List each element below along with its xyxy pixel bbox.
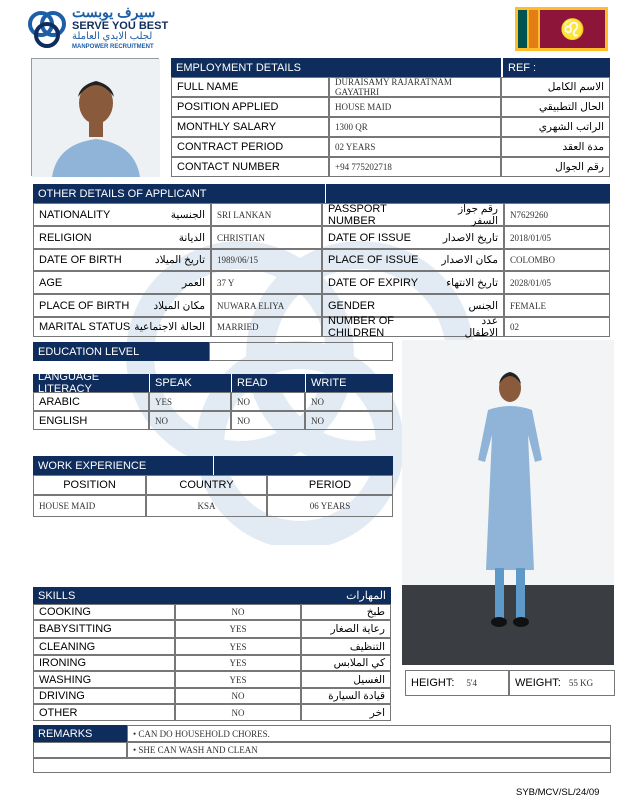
language-header-row [33, 371, 393, 395]
employment-row [171, 117, 610, 137]
portrait-figure-icon [32, 59, 160, 177]
age-label-cell [33, 271, 211, 294]
salary-label: MONTHLY SALARY [171, 117, 329, 137]
skill-value: YES [175, 638, 301, 655]
language-read: NO [231, 392, 305, 411]
skill-value: YES [175, 620, 301, 638]
weight-value: 55 KG [568, 678, 594, 688]
issue-date-value: 2018/01/05 [504, 226, 610, 249]
work-position: HOUSE MAID [33, 495, 146, 517]
work-table [33, 475, 393, 517]
dob-label-cell [33, 249, 211, 271]
language-speak: NO [149, 411, 231, 430]
skills-title: SKILLS [38, 589, 76, 602]
work-experience-title: WORK EXPERIENCE [38, 459, 147, 472]
brand-name-en: SERVE YOU BEST [72, 20, 169, 32]
skill-ar: كي الملابس [301, 655, 391, 671]
employment-details-header [171, 58, 501, 77]
skill-row [33, 620, 391, 638]
height-value: 5'4 [466, 678, 478, 688]
language-write: NO [305, 392, 393, 411]
religion-ar: الديانة [178, 231, 205, 244]
birthplace-label-cell [33, 294, 211, 317]
language-row [33, 411, 393, 430]
religion-label: RELIGION [39, 231, 92, 244]
education-header [33, 342, 209, 361]
skill-row [33, 671, 391, 688]
employment-row [171, 97, 610, 117]
nationality-label: NATIONALITY [39, 208, 111, 221]
skill-value: NO [175, 704, 301, 721]
full-body-figure-icon [402, 340, 614, 665]
logo-rings-icon [26, 8, 68, 50]
language-speak: YES [149, 392, 231, 411]
skill-value: YES [175, 655, 301, 671]
skill-row [33, 688, 391, 704]
full-name-ar: الاسم الكامل [501, 77, 610, 97]
employment-row [171, 157, 610, 177]
nationality-label-cell [33, 203, 211, 226]
gender-label-cell [322, 294, 504, 317]
skill-label: OTHER [33, 704, 175, 721]
speak-col-header: SPEAK [149, 374, 231, 392]
contract-label: CONTRACT PERIOD [171, 137, 329, 157]
dob-ar: تاريخ الميلاد [154, 254, 205, 266]
skill-label: CLEANING [33, 638, 175, 655]
dob-label: DATE OF BIRTH [39, 254, 122, 266]
work-row [33, 495, 393, 517]
work-period: 06 YEARS [267, 495, 393, 517]
footer-code: SYB/MCV/SL/24/09 [516, 787, 600, 798]
remark-line: • SHE CAN WASH AND CLEAN [127, 742, 611, 758]
education-value [209, 342, 393, 361]
skill-label: WASHING [33, 671, 175, 688]
skill-row [33, 638, 391, 655]
weight-cell [509, 670, 615, 696]
language-name: ENGLISH [33, 411, 149, 430]
skill-row [33, 655, 391, 671]
religion-label-cell [33, 226, 211, 249]
write-col-header: WRITE [305, 374, 393, 392]
country-col-header: COUNTRY [146, 475, 267, 495]
marital-label-cell [33, 317, 211, 337]
other-row [33, 271, 610, 294]
brand-sub-ar: لجلب الايدي العاملة [72, 31, 153, 42]
work-experience-header [33, 456, 393, 475]
issue-date-label-cell [322, 226, 504, 249]
other-row [33, 203, 610, 226]
birthplace-value: NUWARA ELIYA [211, 294, 322, 317]
skill-row [33, 704, 391, 721]
marital-value: MARRIED [211, 317, 322, 337]
skills-table [33, 604, 391, 721]
passport-value: N7629260 [504, 203, 610, 226]
sri-lanka-flag [515, 7, 608, 51]
skill-row [33, 604, 391, 620]
language-read: NO [231, 411, 305, 430]
skill-ar: اخر [301, 704, 391, 721]
skill-ar: طبخ [301, 604, 391, 620]
skill-value: NO [175, 604, 301, 620]
gender-label: GENDER [328, 299, 376, 312]
applicant-full-body-photo [402, 340, 614, 665]
full-name-label: FULL NAME [171, 77, 329, 97]
skill-label: BABYSITTING [33, 620, 175, 638]
other-details-header [33, 184, 610, 203]
period-col-header: PERIOD [267, 475, 393, 495]
physical-table [405, 670, 615, 696]
birthplace-label: PLACE OF BIRTH [39, 299, 130, 312]
issue-date-label: DATE OF ISSUE [328, 231, 411, 244]
contact-value: +94 775202718 [329, 157, 501, 177]
company-logo [26, 6, 216, 52]
skills-header [33, 587, 391, 604]
passport-ar: رقم جواز السفر [458, 202, 498, 227]
expiry-value: 2028/01/05 [504, 271, 610, 294]
issue-place-ar: مكان الاصدار [441, 254, 498, 266]
employment-row [171, 77, 610, 97]
applicant-portrait-photo [31, 58, 159, 176]
ref-header [503, 58, 610, 77]
language-row [33, 392, 393, 411]
children-ar: عدد الاطفال [464, 315, 498, 339]
brand-sub-en: MANPOWER RECRUITMENT [72, 44, 154, 50]
expiry-label: DATE OF EXPIRY [328, 276, 419, 289]
children-label: NUMBER OF CHILDREN [328, 315, 394, 339]
age-label: AGE [39, 276, 63, 289]
skill-label: IRONING [33, 655, 175, 671]
marital-ar: الحالة الاجتماعية [134, 321, 205, 333]
marital-label: MARITAL STATUS [39, 321, 131, 333]
contact-label: CONTACT NUMBER [171, 157, 329, 177]
other-details-title: OTHER DETAILS OF APPLICANT [38, 187, 207, 200]
religion-value: CHRISTIAN [211, 226, 322, 249]
expiry-label-cell [322, 271, 504, 294]
salary-ar: الراتب الشهري [501, 117, 610, 137]
remark-line: • CAN DO HOUSEHOLD CHORES. [127, 725, 611, 742]
skill-ar: قيادة السيارة [301, 688, 391, 704]
read-col-header: READ [231, 374, 305, 392]
skill-ar: الغسيل [301, 671, 391, 688]
expiry-ar: تاريخ الانتهاء [446, 276, 498, 289]
birthplace-ar: مكان الميلاد [153, 299, 205, 312]
remarks-title: REMARKS [38, 727, 93, 740]
full-name-value: DURAISAMY RAJARATNAM GAYATHRI [329, 77, 501, 97]
other-row [33, 249, 610, 271]
position-value: HOUSE MAID [329, 97, 501, 117]
height-cell [405, 670, 509, 696]
skill-value: YES [175, 671, 301, 688]
weight-label: WEIGHT: [515, 677, 561, 689]
remarks-table [33, 725, 611, 773]
gender-value: FEMALE [504, 294, 610, 317]
skill-value: NO [175, 688, 301, 704]
issue-place-value: COLOMBO [504, 249, 610, 271]
skill-label: COOKING [33, 604, 175, 620]
age-ar: العمر [181, 276, 205, 289]
remarks-row [33, 758, 611, 773]
other-row [33, 317, 610, 337]
other-row [33, 226, 610, 249]
employment-table [171, 77, 610, 177]
work-country: KSA [146, 495, 267, 517]
skills-title-ar: المهارات [346, 590, 386, 602]
gender-ar: الجنس [468, 299, 498, 312]
position-col-header: POSITION [33, 475, 146, 495]
employment-details-title: EMPLOYMENT DETAILS [176, 61, 301, 74]
ref-label: REF : [508, 61, 537, 74]
language-name: ARABIC [33, 392, 149, 411]
contact-ar: رقم الجوال [501, 157, 610, 177]
lion-icon: ♌ [540, 10, 605, 48]
other-details-table [33, 203, 610, 337]
issue-date-ar: تاريخ الاصدار [442, 231, 498, 244]
position-label: POSITION APPLIED [171, 97, 329, 117]
skill-ar: رعاية الصغار [301, 620, 391, 638]
employment-row [171, 137, 610, 157]
salary-value: 1300 QR [329, 117, 501, 137]
position-ar: الحال التطبيقي [501, 97, 610, 117]
remarks-row [33, 742, 611, 758]
work-header-row [33, 475, 393, 495]
education-title: EDUCATION LEVEL [38, 345, 140, 358]
issue-place-label-cell [322, 249, 504, 271]
language-table [33, 371, 393, 430]
height-label: HEIGHT: [411, 677, 455, 689]
remarks-row [33, 725, 611, 742]
children-value: 02 [504, 317, 610, 337]
brand-name-ar: سيرف يوبست [72, 4, 156, 20]
other-row [33, 294, 610, 317]
language-write: NO [305, 411, 393, 430]
contract-value: 02 YEARS [329, 137, 501, 157]
passport-label: PASSPORT NUMBER [328, 202, 387, 227]
children-label-cell [322, 317, 504, 337]
nationality-value: SRI LANKAN [211, 203, 322, 226]
passport-label-cell [322, 203, 504, 226]
nationality-ar: الجنسية [170, 208, 205, 221]
issue-place-label: PLACE OF ISSUE [328, 254, 419, 266]
age-value: 37 Y [211, 271, 322, 294]
skill-ar: التنظيف [301, 638, 391, 655]
contract-ar: مدة العقد [501, 137, 610, 157]
skill-label: DRIVING [33, 688, 175, 704]
dob-value: 1989/06/15 [211, 249, 322, 271]
language-col-header: LANGUAGE LITERACY [33, 374, 149, 392]
